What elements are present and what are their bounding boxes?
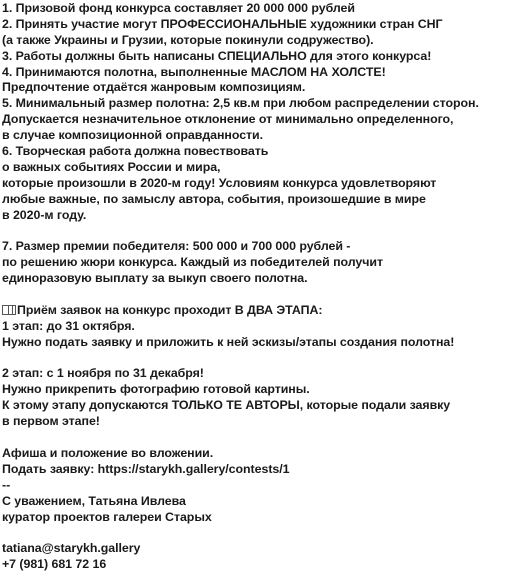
keycap-2-emoji-icon bbox=[2, 305, 16, 315]
text-line: 2. Принять участие могут ПРОФЕССИОНАЛЬНЫЕ художники стран СНГ bbox=[2, 16, 443, 31]
paragraph-rules bbox=[2, 1, 506, 223]
paragraph-prize bbox=[2, 239, 506, 287]
text-line: 1. Призовой фонд конкурса составляет 20 000 000 рублей bbox=[2, 1, 355, 15]
stages-heading bbox=[2, 303, 506, 319]
spacer bbox=[2, 223, 506, 239]
spacer bbox=[2, 287, 506, 303]
text-line: Предпочтение отдаётся жанровым композициям. bbox=[2, 80, 306, 95]
stage-2 bbox=[2, 366, 506, 430]
text-line: единоразовую выплату за выкуп своего полотна. bbox=[2, 271, 308, 286]
text-line: 5. Минимальный размер полотна: 2,5 кв.м при любом распределении сторон. bbox=[2, 96, 479, 111]
text-line: 1 этап: до 31 октября. bbox=[2, 318, 135, 333]
text-line: 6. Творческая работа должна повествовать bbox=[2, 144, 269, 159]
stages-heading-text: Приём заявок на конкурс проходит В ДВА ЭТАПА: bbox=[17, 302, 323, 317]
application-link-line[interactable]: Подать заявку: https://starykh.gallery/contests/1 bbox=[2, 461, 290, 476]
text-line: К этому этапу допускаются ТОЛЬКО ТЕ АВТОРЫ, которые подали заявку bbox=[2, 398, 451, 413]
text-line: по решению жюри конкурса. Каждый из победителей получит bbox=[2, 255, 383, 270]
text-line: С уважением, Татьяна Ивлева bbox=[2, 493, 186, 508]
text-line: 3. Работы должны быть написаны СПЕЦИАЛЬНО для этого конкурса! bbox=[2, 48, 432, 63]
email-body bbox=[2, 1, 506, 573]
stage-1 bbox=[2, 319, 506, 351]
text-line: о важных событиях России и мира, bbox=[2, 159, 221, 174]
text-line: Нужно прикрепить фотографию готовой картины. bbox=[2, 382, 310, 397]
text-line: в первом этапе! bbox=[2, 414, 100, 429]
phone-number[interactable]: +7 (981) 681 72 16 bbox=[2, 557, 107, 572]
text-line: 7. Размер премии победителя: 500 000 и 700 000 рублей - bbox=[2, 239, 351, 254]
text-line: в случае композиционной оправданности. bbox=[2, 128, 264, 143]
text-line: (а также Украины и Грузии, которые покинули содружество). bbox=[2, 32, 374, 47]
email-link[interactable]: tatiana@starykh.gallery bbox=[2, 541, 141, 556]
spacer bbox=[2, 430, 506, 446]
signature-separator: -- bbox=[2, 477, 11, 492]
text-line: куратор проектов галереи Старых bbox=[2, 509, 212, 524]
contacts bbox=[2, 541, 506, 573]
text-line: 4. Принимаются полотна, выполненные МАСЛОМ НА ХОЛСТЕ! bbox=[2, 64, 386, 79]
text-line: Допускается незначительное отклонение от минимально определенного, bbox=[2, 112, 454, 127]
spacer bbox=[2, 525, 506, 541]
text-line: Нужно подать заявку и приложить к ней эскизы/этапы создания полотна! bbox=[2, 334, 455, 349]
text-line: любые важные, по замыслу автора, события, произошедшие в мире bbox=[2, 191, 426, 206]
text-line: в 2020-м году. bbox=[2, 207, 87, 222]
text-line: Афиша и положение во вложении. bbox=[2, 445, 214, 460]
text-line: 2 этап: с 1 ноября по 31 декабря! bbox=[2, 366, 204, 381]
text-line: которые произошли в 2020-м году! Условиям конкурса удовлетворяют bbox=[2, 175, 437, 190]
footer bbox=[2, 446, 506, 525]
spacer bbox=[2, 351, 506, 367]
